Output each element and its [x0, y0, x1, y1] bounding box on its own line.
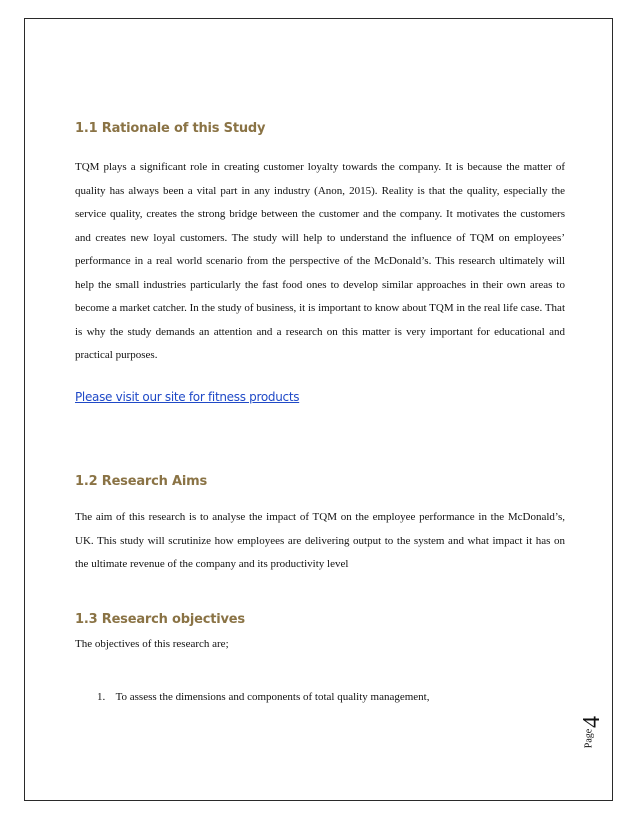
paragraph-research-aims: The aim of this research is to analyse the impact of TQM on the employee performance in the McDonald’s, UK. This study will scrutinize how employees are delivering output to the system and what impact it has on the ultimate revenue of the company and its productivity level — [75, 511, 565, 570]
fitness-products-link[interactable]: Please visit our site for fitness products — [75, 390, 300, 404]
list-item-text: To assess the dimensions and components of total quality management, — [115, 691, 430, 703]
heading-research-aims: 1.2 Research Aims — [75, 474, 208, 489]
page-number-marker — [578, 706, 608, 756]
heading-research-objectives: 1.3 Research objectives — [75, 612, 245, 627]
list-item — [97, 691, 429, 703]
list-item-number: 1. — [97, 691, 106, 703]
page-number: 4 — [579, 716, 605, 728]
paragraph-rationale: TQM plays a significant role in creating customer loyalty towards the company. It is because the matter of quality has always been a vital part in any industry (Anon, 2015). Reality is that the quality, especially the service quality, creates the strong bridge between the customer and the company. It motivates the customers and creates new loyal customers. The study will help to understand the influence of TQM on employees’ performance in a real world scenario from the perspective of the McDonald’s. This research ultimately will help the small industries particularly the fast food ones to develop similar approaches in their own areas to become a market catcher. In the study of business, it is important to know about TQM in the real life case. That is why the study demands an attention and a research on this matter is very important for educational and practical purposes. — [75, 161, 565, 361]
page-label: Page — [583, 728, 595, 749]
paragraph-objectives-intro: The objectives of this research are; — [75, 638, 229, 650]
heading-rationale: 1.1 Rationale of this Study — [75, 121, 266, 136]
